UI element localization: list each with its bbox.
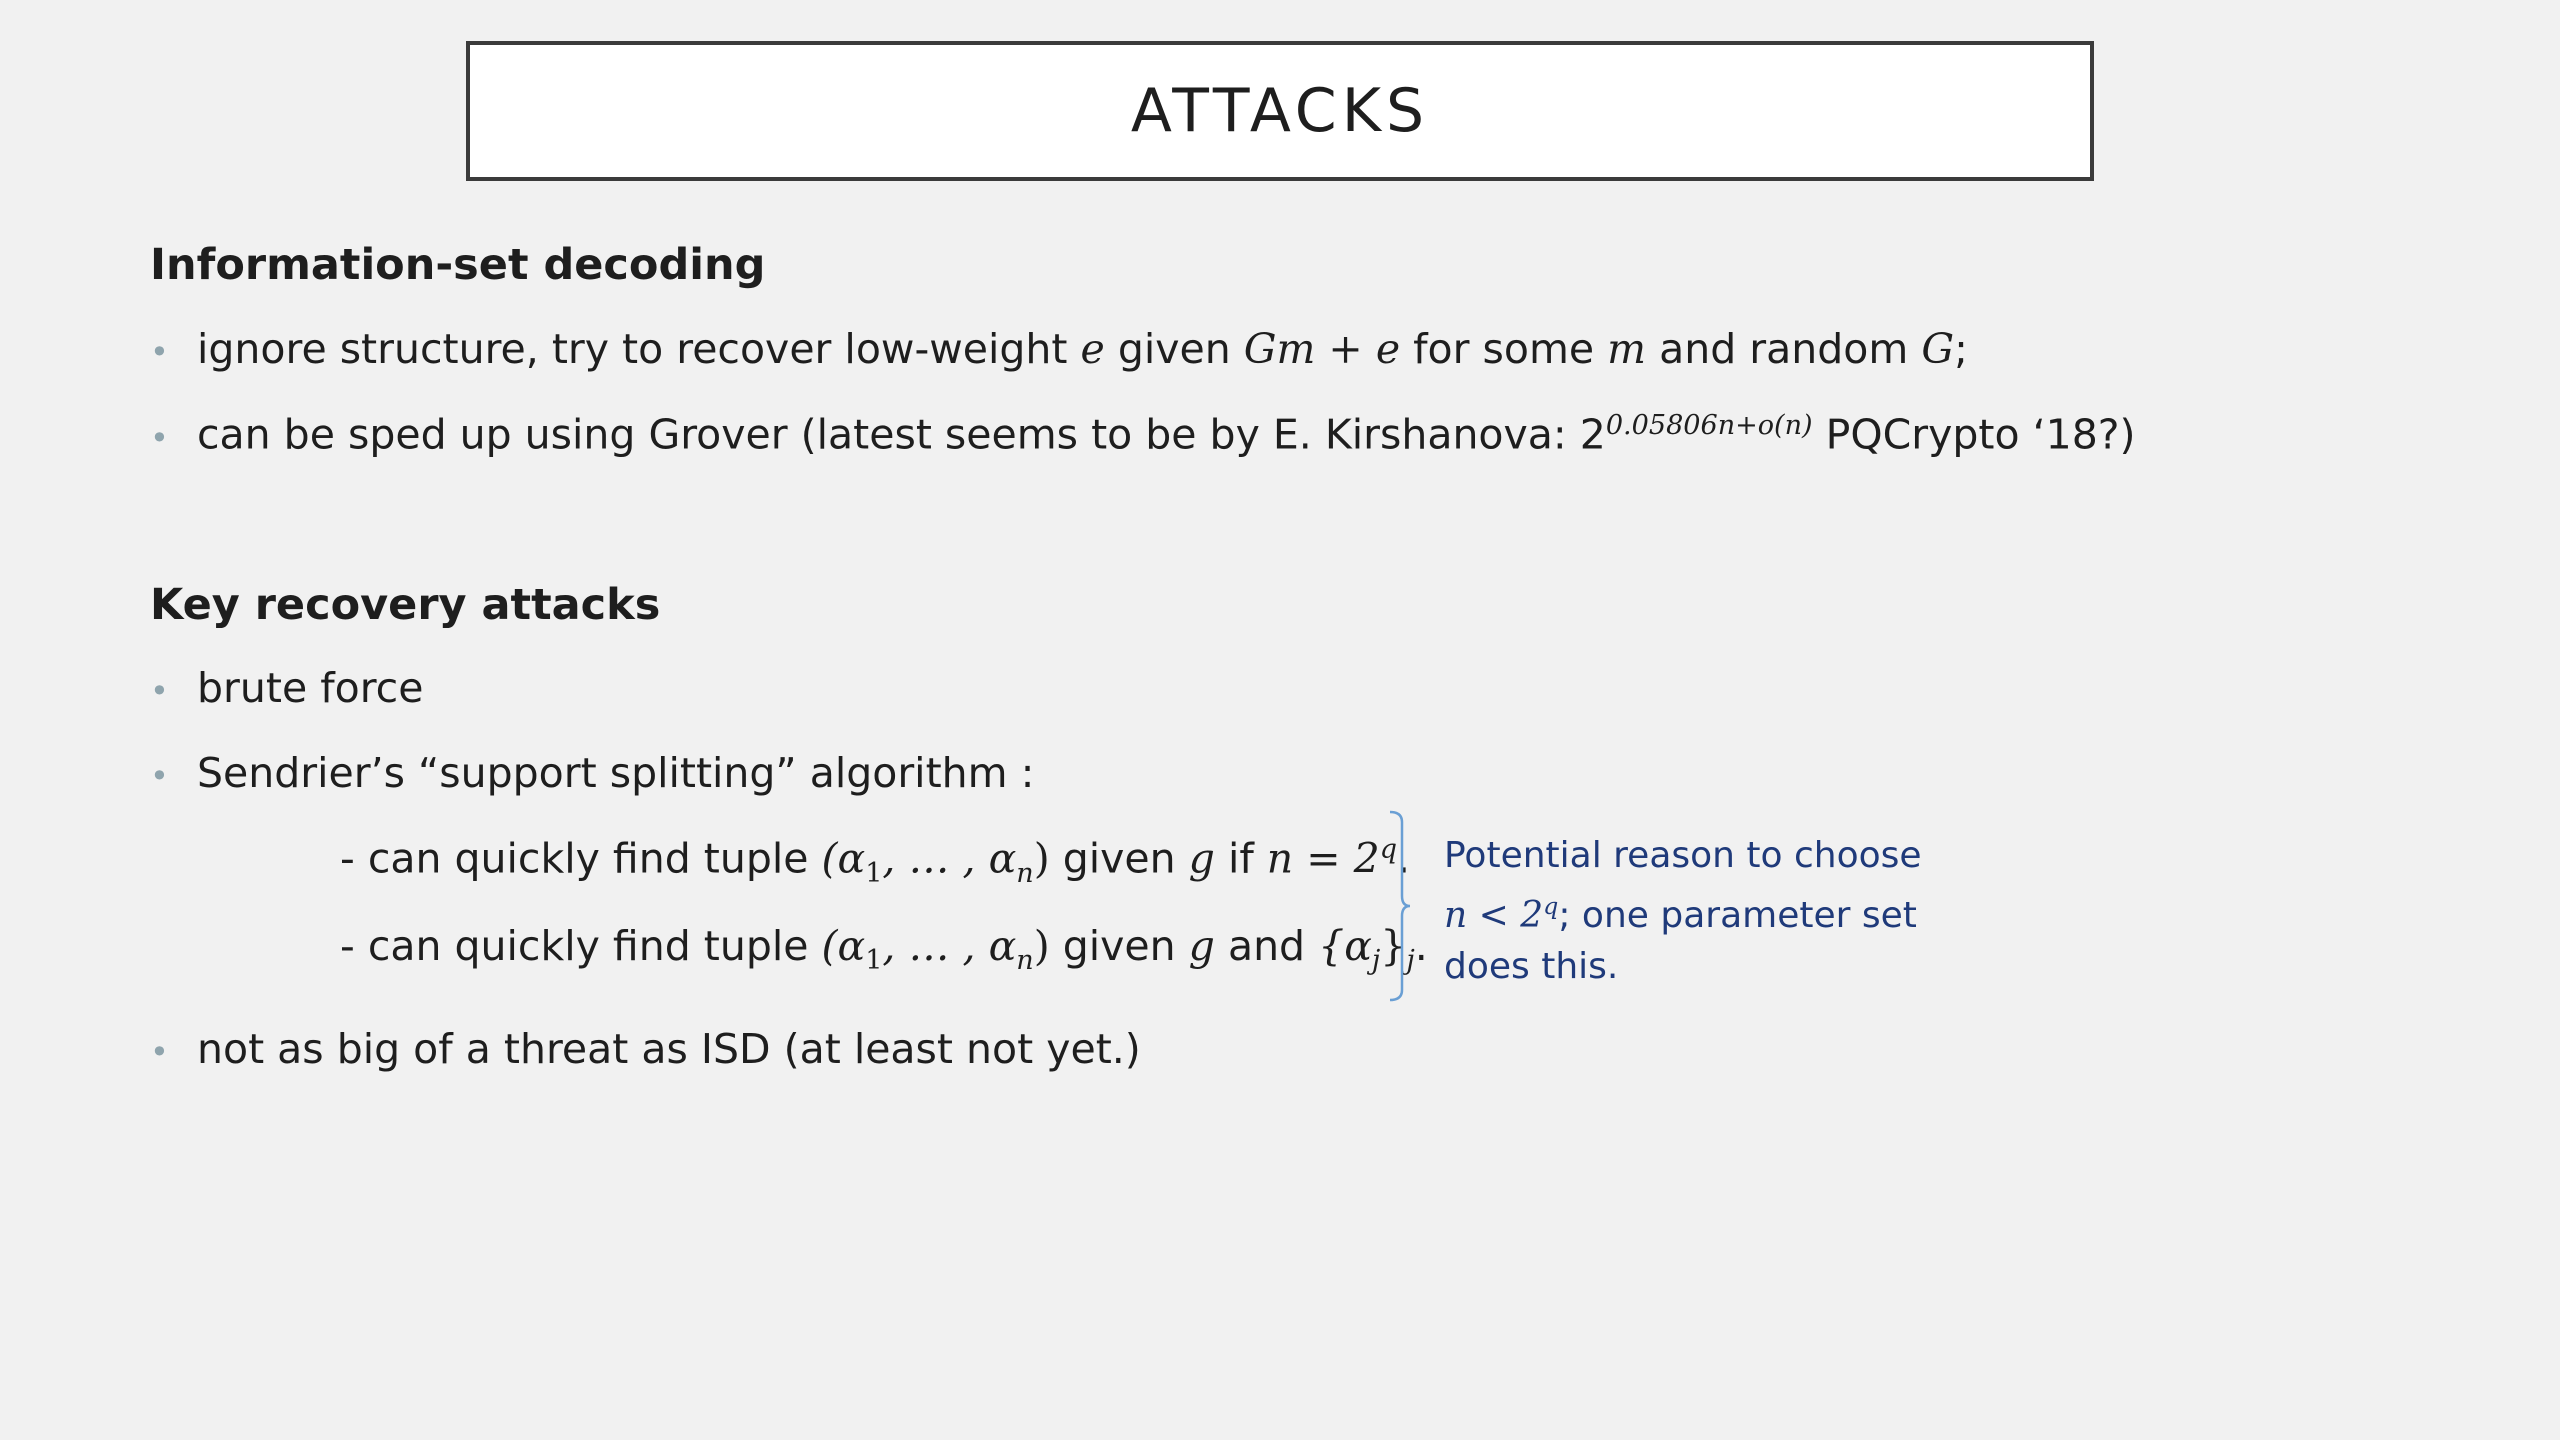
bullet-dot-icon: • (150, 333, 169, 371)
bullet-not-big-threat: • not as big of a threat as ISD (at least not yet.) (150, 1025, 1141, 1073)
note-line-3: does this. (1444, 946, 1619, 987)
annotation-note (1444, 830, 1944, 992)
slide-title-box (466, 41, 2094, 181)
note-line-1: Potential reason to choose (1444, 835, 1922, 876)
bullet-ignore-structure: • ignore structure, try to recover low-weight e given Gm + e for some m and random G; (150, 325, 1968, 373)
bullet-dot-icon: • (150, 418, 169, 457)
heading-key-recovery-attacks: Key recovery attacks (150, 580, 661, 630)
sub-item-find-tuple-if: - can quickly find tuple ($\alpha_1$, … , $\alpha_n$) given g if $n = 2^q$. (340, 834, 1411, 889)
slide-title: ATTACKS (1130, 76, 1430, 146)
bullet-support-splitting: • Sendrier’s “support splitting” algorithm : (150, 749, 1035, 797)
bullet-grover: • can be sped up using Grover (latest seems to be by E. Kirshanova: $2^{0.05806n+o(n)}$ PQCrypto ‘18?) (150, 410, 2136, 459)
bullet-dot-icon: • (150, 757, 169, 795)
bullet-brute-force: • brute force (150, 664, 424, 712)
right-brace-icon (1388, 810, 1412, 1002)
heading-information-set-decoding: Information-set decoding (150, 240, 766, 290)
sub-item-find-tuple-and: - can quickly find tuple ($\alpha_1$, … , $\alpha_n$) given g and $\{\alpha_j\}_j$. (340, 922, 1428, 977)
bullet-dot-icon: • (150, 1033, 169, 1071)
note-line-2: $n < 2^q$; one parameter set (1444, 892, 1917, 936)
bullet-dot-icon: • (150, 672, 169, 710)
